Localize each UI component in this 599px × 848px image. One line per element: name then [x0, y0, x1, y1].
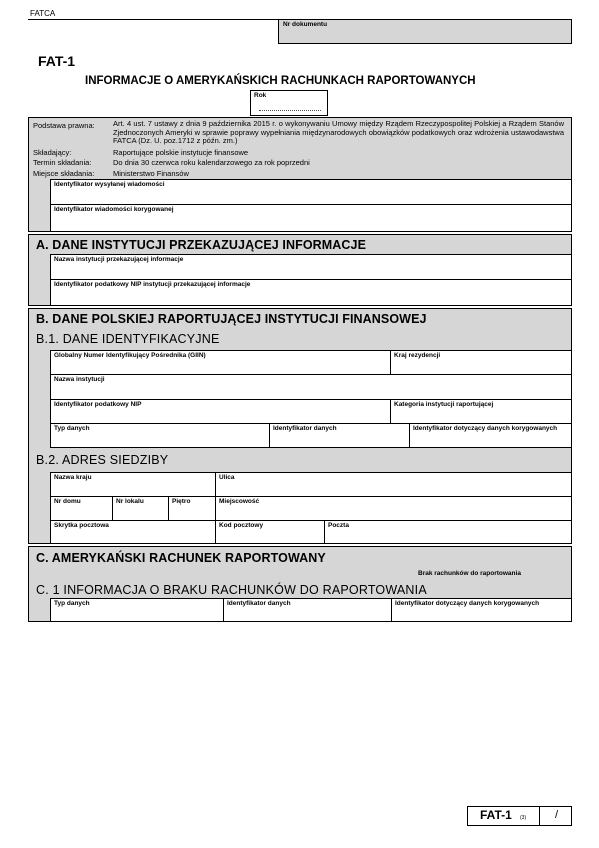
city-field[interactable]: [215, 496, 572, 521]
country-residence-label: Kraj rezydencji: [394, 352, 441, 359]
footer-form-code: FAT-1: [480, 808, 512, 822]
sent-message-id-field[interactable]: [50, 179, 572, 205]
flat-number-label: Nr lokalu: [116, 498, 144, 505]
c-data-type-field[interactable]: [50, 598, 224, 622]
section-b2-title: B.2. ADRES SIEDZIBY: [36, 453, 169, 467]
deadline-label: Termin składania:: [33, 158, 92, 167]
filer-text: Raportujące polskie instytucje finansowe: [113, 148, 249, 157]
section-b1-title: B.1. DANE IDENTYFIKACYJNE: [36, 332, 220, 346]
year-dots: [259, 110, 321, 111]
corrected-message-id-label: Identyfikator wiadomości korygowanej: [54, 206, 174, 213]
pobox-field[interactable]: [50, 520, 216, 544]
section-c1-title: C. 1 INFORMACJA O BRAKU RACHUNKÓW DO RAPORTOWANIA: [36, 583, 427, 597]
pobox-label: Skrytka pocztowa: [54, 522, 109, 529]
floor-field[interactable]: [168, 496, 216, 521]
filer-label: Składający:: [33, 148, 72, 157]
form-code: FAT-1: [38, 53, 76, 69]
footer-form-box: [467, 806, 572, 826]
b-corrected-data-id-field[interactable]: [409, 423, 572, 448]
b-data-type-label: Typ danych: [54, 425, 90, 432]
legal-basis-label: Podstawa prawna:: [33, 121, 95, 130]
section-a-name-label: Nazwa instytucji przekazującej informacje: [54, 256, 184, 263]
country-name-field[interactable]: [50, 472, 216, 497]
b-corrected-data-id-label: Identyfikator dotyczący danych korygowanych: [413, 425, 558, 432]
b-data-id-field[interactable]: [269, 423, 410, 448]
year-box[interactable]: [250, 90, 328, 116]
c-corrected-data-id-field[interactable]: [391, 598, 572, 622]
c-data-id-field[interactable]: [223, 598, 392, 622]
footer-version: (3): [520, 815, 527, 821]
category-field[interactable]: [390, 399, 572, 424]
place-label: Miejsce składania:: [33, 169, 95, 178]
street-field[interactable]: [215, 472, 572, 497]
street-label: Ulica: [219, 474, 235, 481]
section-b-title: B. DANE POLSKIEJ RAPORTUJĄCEJ INSTYTUCJI FINANSOWEJ: [36, 312, 427, 326]
section-a-nip-label: Identyfikator podatkowy NIP instytucji przekazującej informacje: [54, 281, 251, 288]
institution-name-label: Nazwa instytucji: [54, 376, 105, 383]
b-nip-label: Identyfikator podatkowy NIP: [54, 401, 142, 408]
section-c-title: C. AMERYKAŃSKI RACHUNEK RAPORTOWANY: [36, 551, 326, 565]
sent-message-id-label: Identyfikator wysyłanej wiadomości: [54, 181, 165, 188]
place-text: Ministerstwo Finansów: [113, 169, 189, 178]
form-title: INFORMACJE O AMERYKAŃSKICH RACHUNKACH RAPORTOWANYCH: [85, 75, 476, 87]
category-label: Kategoria instytucji raportującej: [394, 401, 494, 408]
institution-name-field[interactable]: [50, 374, 572, 400]
c-corrected-data-id-label: Identyfikator dotyczący danych korygowanych: [395, 600, 540, 607]
postcode-field[interactable]: [215, 520, 325, 544]
corrected-message-id-field[interactable]: [50, 204, 572, 232]
post-field[interactable]: [324, 520, 572, 544]
country-residence-field[interactable]: [390, 350, 572, 375]
house-number-label: Nr domu: [54, 498, 81, 505]
flat-number-field[interactable]: [112, 496, 169, 521]
footer-divider: [539, 807, 540, 825]
doc-number-box[interactable]: [278, 19, 572, 44]
year-label: Rok: [254, 92, 267, 99]
giin-label: Globalny Numer Identyfikujący Pośrednika (GIIN): [54, 352, 206, 359]
section-a-name-field[interactable]: [50, 254, 572, 280]
fatca-label: FATCA: [30, 9, 56, 18]
section-a-title: A. DANE INSTYTUCJI PRZEKAZUJĄCEJ INFORMACJE: [36, 238, 367, 252]
section-a-nip-field[interactable]: [50, 279, 572, 306]
no-accounts-label: Brak rachunków do raportowania: [418, 570, 521, 577]
house-number-field[interactable]: [50, 496, 113, 521]
b-nip-field[interactable]: [50, 399, 391, 424]
c-data-type-label: Typ danych: [54, 600, 90, 607]
country-name-label: Nazwa kraju: [54, 474, 92, 481]
b-data-id-label: Identyfikator danych: [273, 425, 337, 432]
city-label: Miejscowość: [219, 498, 260, 505]
footer-slash: /: [555, 809, 559, 821]
postcode-label: Kod pocztowy: [219, 522, 264, 529]
floor-label: Piętro: [172, 498, 191, 505]
b-data-type-field[interactable]: [50, 423, 270, 448]
legal-basis-text: Art. 4 ust. 7 ustawy z dnia 9 października 2015 r. o wykonywaniu Umowy między Rządem Rzeczypospolitej Polskiej a Rządem Stanów Zjednoczonych Ameryki w sprawie poprawy wypełniania międzynarodowych obowiązków podatkowych oraz wdrożenia ustawodawstwa FATCA (Dz. U. poz.1712 z późn. zm.): [113, 119, 564, 145]
doc-number-label: Nr dokumentu: [283, 21, 328, 28]
c-data-id-label: Identyfikator danych: [227, 600, 291, 607]
deadline-text: Do dnia 30 czerwca roku kalendarzowego za rok poprzedni: [113, 158, 310, 167]
post-label: Poczta: [328, 522, 349, 529]
giin-field[interactable]: [50, 350, 391, 375]
